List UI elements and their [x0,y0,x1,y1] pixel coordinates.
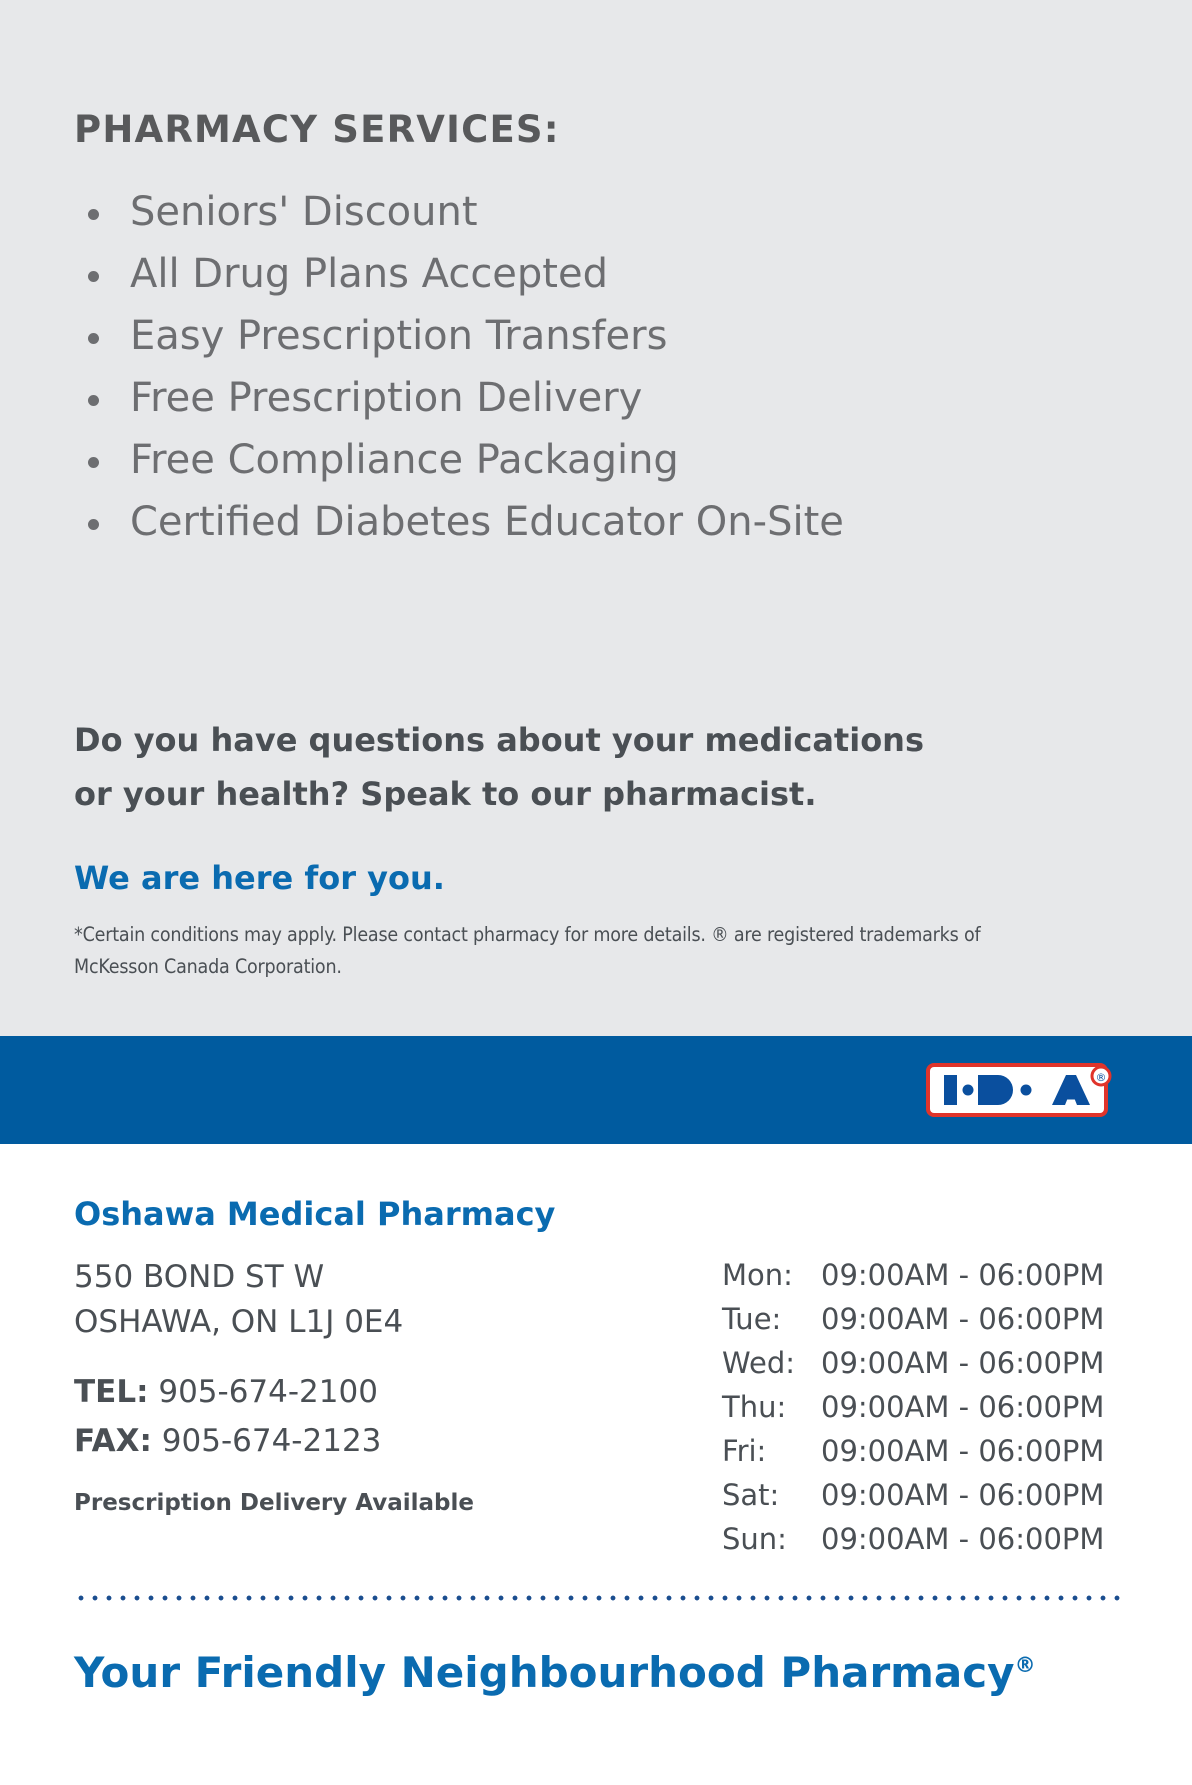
fax-value: 905-674-2123 [161,1423,382,1459]
list-item: All Drug Plans Accepted [74,243,1192,305]
hours-time: 09:00AM - 06:00PM [821,1522,1105,1556]
ida-logo-registered: ® [1095,1071,1107,1084]
brand-band [0,1036,1192,1144]
fax-label: FAX: [74,1423,152,1459]
here-for-you-text: We are here for you. [74,859,445,897]
spacer [74,1345,674,1368]
list-item: Certified Diabetes Educator On-Site [74,491,1192,553]
hours-time: 09:00AM - 06:00PM [821,1478,1105,1512]
table-row [722,1429,1104,1473]
hours-time: 09:00AM - 06:00PM [821,1434,1105,1468]
store-contact-column [74,1255,674,1516]
hours-day: Thu: [722,1390,787,1424]
telephone-value: 905-674-2100 [158,1374,378,1410]
hours-time: 09:00AM - 06:00PM [821,1302,1105,1336]
ida-logo [926,1059,1122,1121]
table-row [722,1341,1104,1385]
question-block [74,713,1192,821]
hours-time: 09:00AM - 06:00PM [821,1258,1105,1292]
telephone-line [74,1368,674,1417]
list-item: Free Prescription Delivery [74,367,1192,429]
telephone-label: TEL: [74,1374,149,1410]
table-row [722,1385,1104,1429]
hours-day: Wed: [722,1346,795,1380]
disclaimer-text: *Certain conditions may apply. Please contact pharmacy for more details. ® are registered trademarks of McKesson Canada Corporation. [74,923,981,978]
fax-line [74,1417,674,1466]
question-line-1: Do you have questions about your medications [74,721,924,759]
tagline [74,1648,1036,1697]
list-item: Easy Prescription Transfers [74,305,1192,367]
table-row [722,1297,1104,1341]
hours-day: Mon: [722,1258,793,1292]
address-line-1: 550 BOND ST W [74,1259,325,1295]
table-row [722,1473,1104,1517]
store-hours-table [722,1253,1104,1561]
store-name: Oshawa Medical Pharmacy [74,1195,556,1233]
hours-time: 09:00AM - 06:00PM [821,1390,1105,1424]
dotted-divider [74,1595,1124,1601]
question-line-2: or your health? Speak to our pharmacist. [74,775,817,813]
tagline-registered-mark: ® [1014,1653,1036,1677]
address-line-2: OSHAWA, ON L1J 0E4 [74,1304,404,1340]
delivery-note: Prescription Delivery Available [74,1490,474,1516]
table-row [722,1253,1104,1297]
services-list [74,181,1192,553]
hours-day: Sun: [722,1522,787,1556]
hours-time: 09:00AM - 06:00PM [821,1346,1105,1380]
tagline-text: Your Friendly Neighbourhood Pharmacy [74,1648,1015,1697]
hours-day: Tue: [722,1302,782,1336]
list-item: Free Compliance Packaging [74,429,1192,491]
store-columns [74,1255,1124,1556]
hours-day: Sat: [722,1478,780,1512]
page-title: PHARMACY SERVICES: [74,108,560,151]
list-item: Seniors' Discount [74,181,1192,243]
hours-day: Fri: [722,1434,767,1468]
table-row [722,1517,1104,1561]
store-info-block [74,1195,1124,1556]
